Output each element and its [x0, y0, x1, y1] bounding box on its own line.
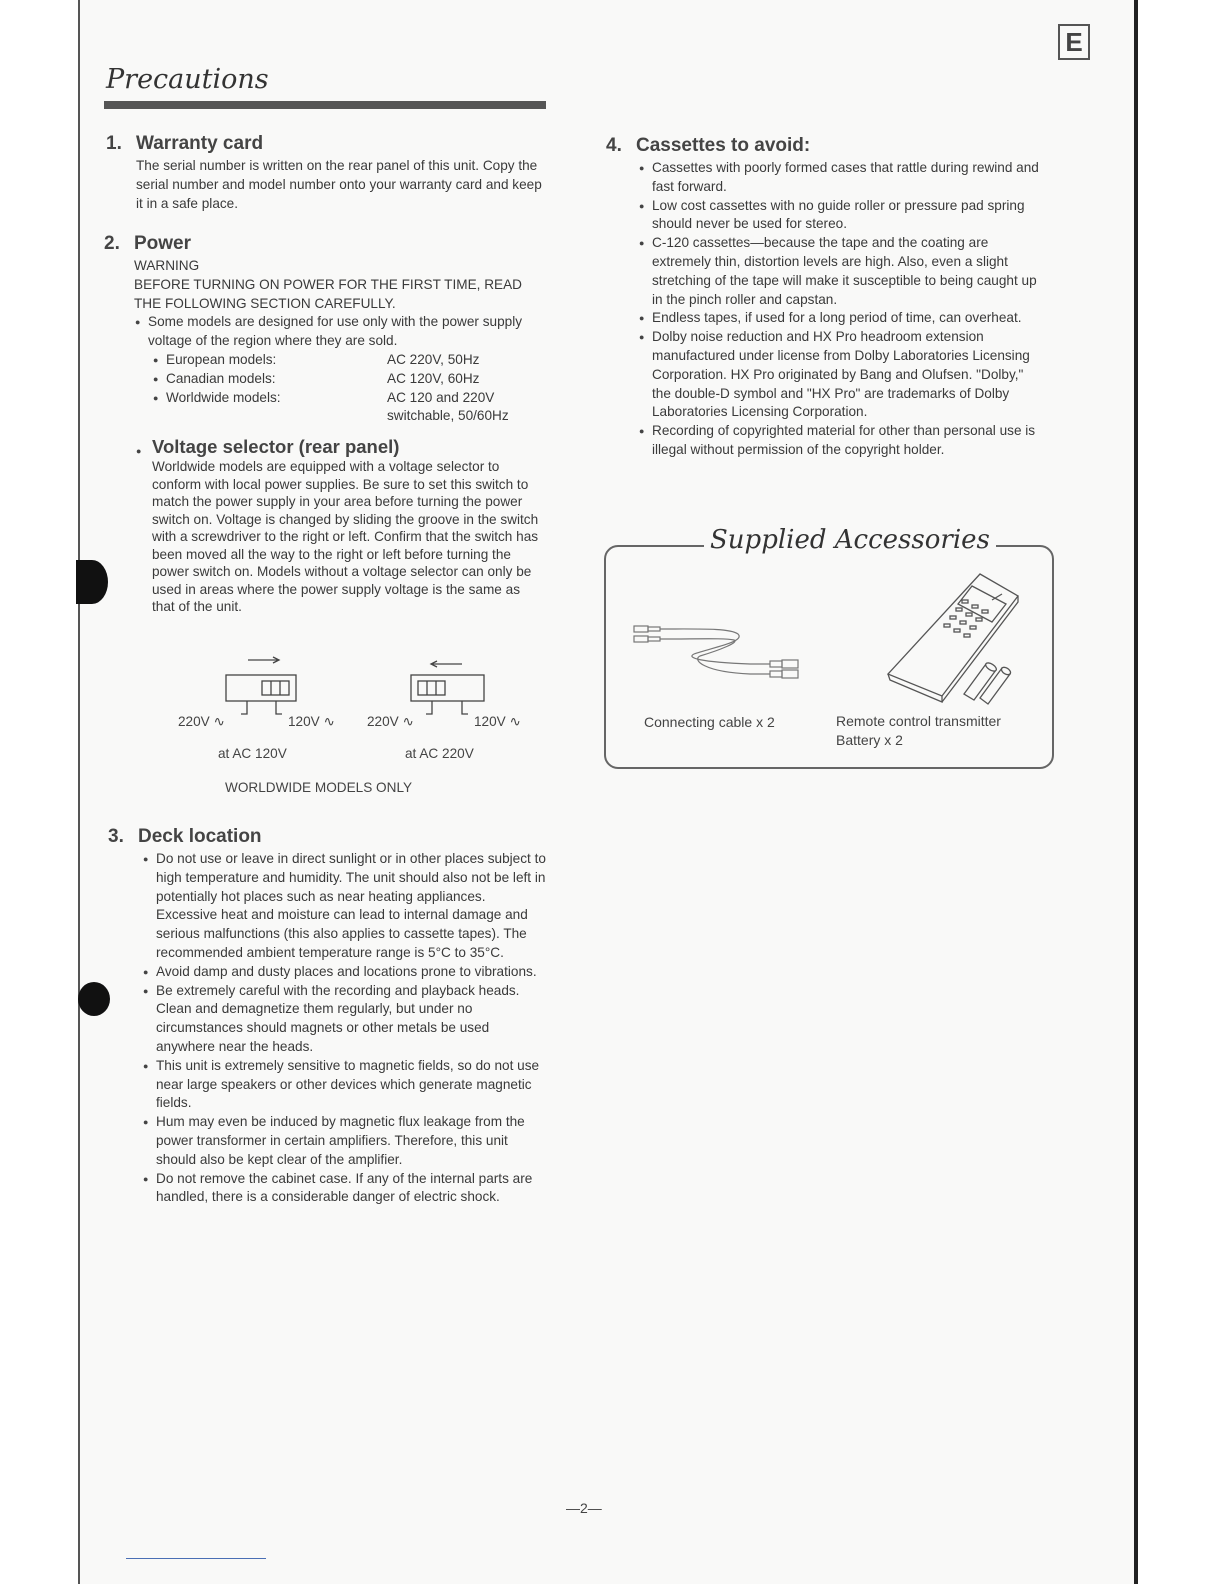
- list-item: ● Recording of copyrighted material for other than personal use is illegal without permission of the copyright holder.: [638, 422, 1046, 460]
- section-number: 3.: [108, 826, 124, 847]
- section-title: Power: [134, 233, 192, 254]
- section-heading: [606, 135, 1046, 157]
- language-mark: E: [1058, 24, 1090, 60]
- warning-text: BEFORE TURNING ON POWER FOR THE FIRST TIME, READ THE FOLLOWING SECTION CAREFULLY.: [134, 276, 522, 311]
- section-number: 1.: [106, 133, 122, 154]
- model-voltage: AC 120V, 60Hz: [387, 370, 480, 386]
- section-number: 4.: [606, 135, 622, 156]
- cassette-bullets: [606, 159, 1046, 460]
- deck-bullets: [108, 850, 550, 1207]
- section-title: Cassettes to avoid:: [636, 135, 811, 156]
- switch-left-graphic: [226, 657, 296, 714]
- battery-icon: [964, 661, 1012, 704]
- power-bullets: [134, 313, 546, 351]
- title-underline-bar: [104, 101, 546, 109]
- section-title: Deck location: [138, 826, 262, 847]
- switch-right-caption: at AC 220V: [405, 746, 474, 761]
- section-power: [104, 233, 546, 616]
- model-voltage: AC 220V, 50Hz: [387, 351, 480, 367]
- list-item: ● Hum may even be induced by magnetic flux leakage from the power transformer in certain amplifiers. Therefore, this unit should also be kept clear of the amplifier.: [142, 1113, 550, 1169]
- model-name: ● European models:: [166, 351, 277, 367]
- list-item: ● Do not remove the cabinet case. If any of the internal parts are handled, there is a considerable danger of electric shock.: [142, 1170, 550, 1208]
- switch-right-label-120v: 120V ∿: [474, 714, 521, 729]
- accessories-title: Supplied Accessories: [704, 524, 996, 556]
- list-item: ● Be extremely careful with the recording and playback heads. Clean and demagnetize them regularly, but under no circumstances should magnets or other metals be used anywhere near the heads.: [142, 982, 550, 1057]
- section-warranty: [106, 133, 546, 213]
- voltage-selector-text: Worldwide models are equipped with a voltage selector to conform with local power supplies. Be sure to set this switch to match the power supply in your area before turning the power switch on. Voltage is changed by sliding the groove in the switch with a screwdriver to the right or left. Confirm that the switch has been moved all the way to the right or left before turning the power switch on. Models without a voltage selector can only be used in areas where the power supply voltage is the same as that of the unit.: [152, 459, 539, 615]
- model-name: ● Canadian models:: [166, 370, 276, 386]
- section-deck-location: [108, 826, 550, 1207]
- switch-right-label-220v: 220V ∿: [367, 714, 414, 729]
- list-item: ● C-120 cassettes—because the tape and the coating are extremely thin, distortion levels are high. Also, even a slight stretching of the tape will make it susceptible to being caught up in the pinch roller and capstan.: [638, 234, 1046, 309]
- remote-label: Remote control transmitter: [836, 713, 1001, 729]
- page-number: —2—: [566, 1500, 602, 1516]
- battery-label: Battery x 2: [836, 732, 903, 748]
- list-item: ● Endless tapes, if used for a long period of time, can overheat.: [638, 309, 1046, 328]
- section-cassettes: [606, 135, 1046, 460]
- list-item: ● Do not use or leave in direct sunlight or in other places subject to high temperature and humidity. The unit should also not be left in potentially hot places such as near heating appliances. Excessive heat and moisture can lead to internal damage and serious malfunctions (this also applies to cassette tapes). The recommended ambient temperature range is 5°C to 35°C.: [142, 850, 550, 963]
- model-voltage: AC 120 and 220V switchable, 50/60Hz: [387, 389, 509, 424]
- section-heading: [106, 133, 546, 155]
- list-item: ● This unit is extremely sensitive to magnetic fields, so do not use near large speakers or other devices which generate magnetic fields.: [142, 1057, 550, 1113]
- warning-label: WARNING: [134, 258, 200, 273]
- diagram-footer: WORLDWIDE MODELS ONLY: [225, 780, 413, 795]
- list-item: ● Low cost cassettes with no guide roller or pressure pad spring should never be used for stereo.: [638, 197, 1046, 235]
- model-row: [152, 389, 546, 427]
- section-title: Warranty card: [136, 133, 264, 154]
- list-item: ● Some models are designed for use only with the power supply voltage of the region where they are sold.: [134, 313, 546, 351]
- switch-left-label-120v: 120V ∿: [288, 714, 335, 729]
- section-heading: [104, 233, 546, 255]
- cable-label: Connecting cable x 2: [644, 714, 775, 730]
- switch-left-caption: at AC 120V: [218, 746, 287, 761]
- remote-control-illustration: [880, 570, 1025, 710]
- model-row: [152, 370, 546, 389]
- list-item: ● Cassettes with poorly formed cases that rattle during rewind and fast forward.: [638, 159, 1046, 197]
- section-heading: [108, 826, 550, 848]
- bottom-rule: [126, 1558, 266, 1559]
- model-name: ● Worldwide models:: [166, 389, 281, 405]
- list-item: ● Avoid damp and dusty places and locations prone to vibrations.: [142, 963, 550, 982]
- punch-hole-bottom: [78, 982, 110, 1016]
- page-title: Precautions: [106, 64, 269, 95]
- punch-hole-top: [76, 560, 108, 604]
- list-item: ● Dolby noise reduction and HX Pro headroom extension manufactured under license from Dolby Laboratories Licensing Corporation. HX Pro originated by Bang and Olufsen. "Dolby," the double-D symbol and "HX Pro" are trademarks of Dolby Laboratories Licensing Corporation.: [638, 328, 1046, 422]
- model-table: [152, 351, 546, 426]
- switch-right-graphic: [411, 661, 484, 714]
- model-row: [152, 351, 546, 370]
- voltage-selector-heading: ● Voltage selector (rear panel): [134, 436, 546, 458]
- connecting-cable-illustration: [630, 620, 810, 690]
- switch-left-label-220v: 220V ∿: [178, 714, 225, 729]
- section-number: 2.: [104, 233, 120, 254]
- warranty-text: The serial number is written on the rear panel of this unit. Copy the serial number and model number onto your warranty card and keep it in a safe place.: [136, 158, 542, 211]
